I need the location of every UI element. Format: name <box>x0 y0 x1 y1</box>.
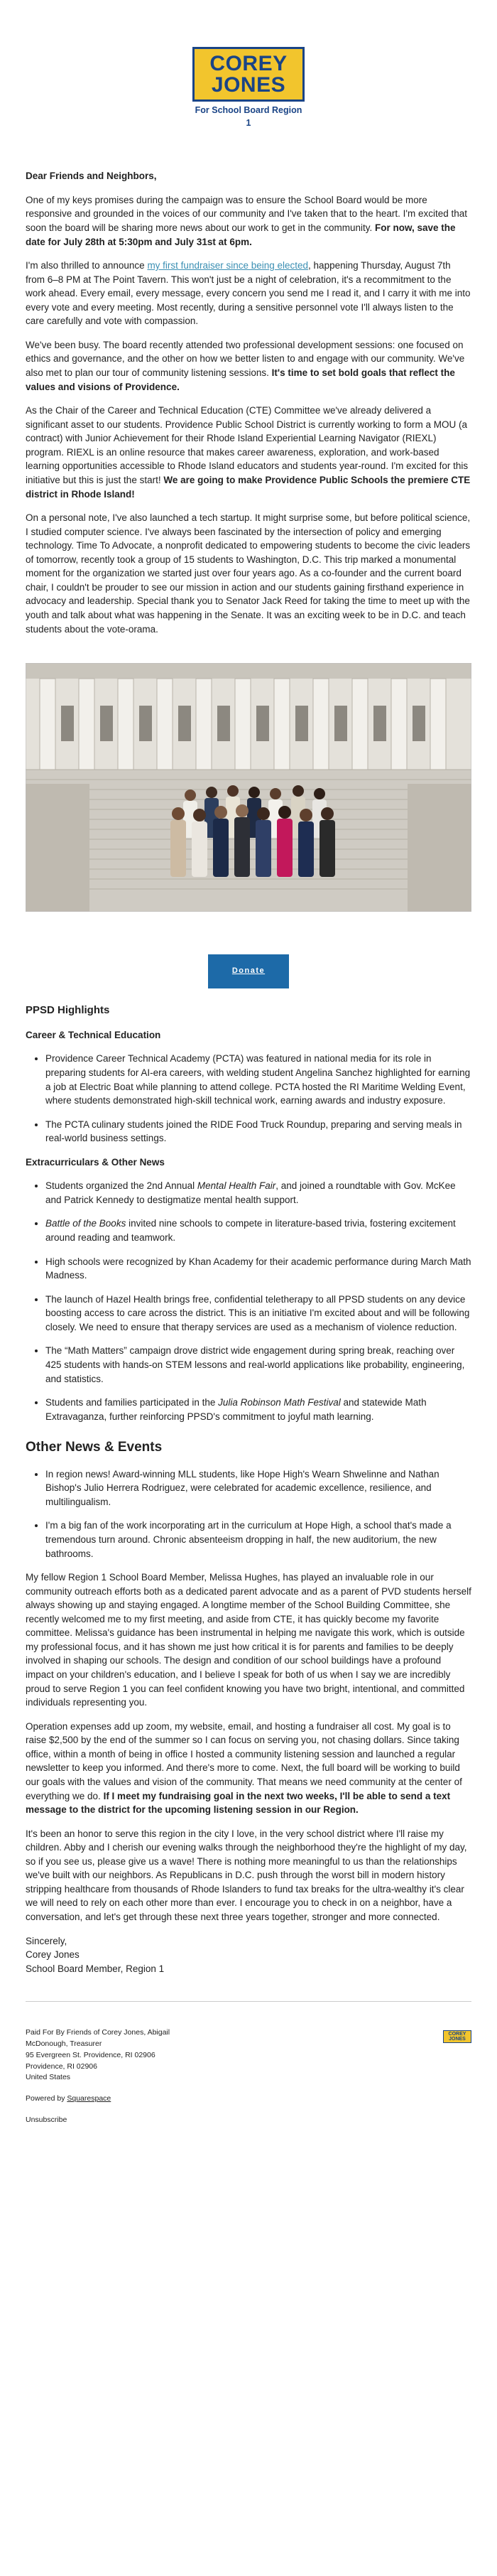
list-item <box>45 1396 471 1423</box>
item-italic: Julia Robinson Math Festival <box>218 1397 341 1408</box>
paragraph-board-update <box>26 338 471 394</box>
paragraph-save-the-date <box>26 193 471 249</box>
logo-subtitle: For School Board Region 1 <box>195 105 302 129</box>
list-item: • The PCTA culinary students joined the RIDE Food Truck Roundup, preparing and serving meals in real-world business settings. <box>45 1118 471 1146</box>
extracurriculars-list <box>45 1179 471 1423</box>
paragraph-text: One of my keys promises during the campaign was to ensure the School Board would be more responsive and grounded in the voices of our community and I've taken that to the heart. I'm excited that soon the board will be sharing more news about our work to get in the community. <box>26 194 468 233</box>
greeting: Dear Friends and Neighbors, <box>26 171 157 182</box>
footer-unsubscribe <box>26 2115 471 2126</box>
list-item: • Providence Career Technical Academy (PCTA) was featured in national media for its role in preparing students for AI-era careers, with welding student Angelina Sanchez highlighted for earning a job at Electric Boat while planning to attend college. PCTA hosted the RI Maritime Welding Event, where students demonstrated high-skill technical work, earning awards and industry exposure. <box>45 1052 471 1107</box>
paragraph-personal: On a personal note, I've also launched a tech startup. It might surprise some, but before political science, I studied computer science. I've always been fascinated by the intersection of policy and emerging technology. Time To Advocate, a nonprofit dedicated to empowering students to become the civic leaders of tomorrow, recently took a group of 15 students to Washington, D.C. This trip marked a monumental moment for the organization we started just over four years ago. As a co-founder and the current board chair, I couldn't be prouder to see our mission in action and our students gaining firsthand experience in advocacy and leadership. Special thank you to Senator Jack Reed for taking the time to meet up with the youth and talk about what was happening in the Senate. It was an exciting week to be in D.C. and teach students about the vote-orama. <box>26 512 471 635</box>
footer-logo-line: JONES <box>449 2037 466 2042</box>
extracurriculars-title: Extracurriculars & Other News <box>26 1156 165 1168</box>
footer-logo <box>443 2030 471 2043</box>
item-text: invited nine schools to compete in literature-based trivia, fostering excitement around reading and teamwork. <box>45 1218 456 1243</box>
item-italic: Battle of the Books <box>45 1218 126 1229</box>
email-footer <box>26 2001 471 2125</box>
signer-title: School Board Member, Region 1 <box>26 1963 165 1974</box>
item-text: Students organized the 2nd Annual <box>45 1180 197 1192</box>
highlights-title: PPSD Highlights <box>26 1004 110 1017</box>
campaign-logo <box>192 47 305 129</box>
powered-prefix: Powered by <box>26 2094 67 2103</box>
footer-logo-line: COREY <box>448 2032 466 2037</box>
paragraph-text: I'm also thrilled to announce <box>26 260 148 271</box>
paragraph-cte <box>26 404 471 501</box>
logo-last-name: JONES <box>211 73 286 97</box>
list-item: • In region news! Award-winning MLL students, like Hope High's Wearn Shwelinne and Nathan Bishop's Julio Herrera Rodriguez, were celebrated for academic excellence, resilience, and multilingualism. <box>45 1467 471 1509</box>
signer-name: Corey Jones <box>26 1949 80 1961</box>
paragraph-text: Operation expenses add up zoom, my website, email, and hosting a fundraiser all cost. My goal is to raise $2,500 by the end of the summer so I can focus on serving you, not chasing dollars. Since taking office, within a month of being in office I hosted a community listening session and launched a regular newsletter to keep you informed. And there's more to come. Next, the full board will be working to build our goals with the values and vision of the community. That means we need community at the center of everything we do. <box>26 1720 462 1801</box>
list-item: • I'm a big fan of the work incorporating art in the curriculum at Hope High, a school that's made a tremendous turn around. Chronic absenteeism dropping in half, the new auditorium, the new bathrooms. <box>45 1519 471 1561</box>
paragraph-fundraising-goal <box>26 1720 471 1817</box>
list-item <box>45 1217 471 1244</box>
logo-box <box>192 47 305 102</box>
paragraph-bold: We are going to make Providence Public Schools the premiere CTE district in Rhode Island! <box>26 474 471 500</box>
footer-powered-by <box>26 2093 471 2105</box>
paragraph-bold: It's time to set bold goals that reflect the values and visions of Providence. <box>26 367 455 392</box>
list-item: • The “Math Matters” campaign drove district wide engagement during spring break, reaching over 425 students with hands-on STEM lessons and real-world applications like probability, engineering, and statistics. <box>45 1344 471 1386</box>
item-text: , and joined a roundtable with Gov. McKee and Patrick Kennedy to destigmatize mental health support. <box>45 1180 456 1205</box>
email-content <box>26 0 471 1976</box>
unsubscribe-link[interactable]: Unsubscribe <box>26 2115 67 2124</box>
signoff: Sincerely, <box>26 1935 67 1946</box>
footer-address: 95 Evergreen St. Providence, RI 02906 <box>26 2050 155 2059</box>
paragraph-closing: It's been an honor to serve this region in the city I love, in the very school district where I'll raise my children. Abby and I cherish our evening walks through the neighborhood they're the highlight of my day, so if you see us, please give us a wave! There is nothing more meaningful to us than the relationships we've built with our neighbors. As Republicans in D.C. push through the worst bill in modern history stripping healthcare from thousands of Rhode Islanders to fund tax breaks for the ultra-wealthy it's clear we will need to rely on each other more than ever. I encourage you to check in on a neighbor, have a conversation, and let's get through these next three years together, stronger and more connected. <box>26 1828 467 1923</box>
list-item <box>45 1179 471 1207</box>
list-item: • High schools were recognized by Khan Academy for their academic performance during March Math Madness. <box>45 1255 471 1283</box>
paragraph-melissa-hughes: My fellow Region 1 School Board Member, Melissa Hughes, has played an invaluable role in our community outreach efforts both as a dedicated parent advocate and as a parent of PVD students herself always showing up and staying engaged. A longtime member of the School Building Committee, she recently welcomed me to my first meeting, and aside from CTE, it has quickly become my favorite committee. Melissa's guidance has been instrumental in helping me navigate this work, which is outside my professional focus, and it has shown me just how critical it is for parents and families to be deeply involved in shaping our schools. The design and condition of our school buildings have a profound impact on your children's education, and I believe I speak for both of us when I say we are incredibly proud to serve Region 1 you can feel confident knowing you have two bright, intentional, and committed individuals representing you. <box>26 1572 471 1708</box>
footer-paid-by: Paid For By Friends of Corey Jones, Abigail McDonough, Treasurer <box>26 2028 170 2049</box>
item-italic: Mental Health Fair <box>197 1180 276 1192</box>
paragraph-bold: For now, save the date for July 28th at 5:30pm and July 31st at 6pm. <box>26 222 456 247</box>
footer-city: Providence, RI 02906 <box>26 2062 97 2071</box>
students-capitol-photo <box>26 663 471 912</box>
item-text: Students and families participated in the <box>45 1397 219 1408</box>
logo-first-name: COREY <box>209 52 288 75</box>
cte-section-title: Career & Technical Education <box>26 1029 161 1040</box>
list-item: • The launch of Hazel Health brings free, confidential teletherapy to all PPSD students on any device boosting access to care across the district. This is an initiative I'm excited about and will be following closely. We need to ensure that therapy services are used as a mechanism of violence reduction. <box>45 1293 471 1335</box>
other-news-title: Other News & Events <box>26 1440 163 1455</box>
cte-list <box>45 1052 471 1145</box>
donate-section <box>26 954 471 988</box>
other-news-list <box>45 1467 471 1561</box>
photo-illustration <box>26 663 471 912</box>
paragraph-text: As the Chair of the Career and Technical Education (CTE) Committee we've already delivered a significant asset to our students. Providence Public School District is currently working to form a MOU (a contract) with Junior Achievement for their Rhode Island Experiential Learning Navigator (RIEXL) program. RIEXL is an online resource that makes career awareness, exploration, and work-based learning opportunities accessible to Rhode Island educators and students year-round. I'm excited for this initiative but this is just the start! <box>26 405 469 485</box>
paragraph-fundraiser <box>26 259 471 328</box>
paragraph-text: We've been busy. The board recently attended two professional development sessions: one focused on ethics and governance, and the other on how we better listen to and engage with our community. We've also met to plan our tour of community listening sessions. <box>26 339 465 378</box>
footer-country: United States <box>26 2073 71 2082</box>
squarespace-link[interactable]: Squarespace <box>67 2094 111 2103</box>
signature <box>26 1934 471 1976</box>
fundraiser-link[interactable]: my first fundraiser since being elected <box>147 260 309 271</box>
paragraph-text: , happening Thursday, August 7th from 6–8 PM at The Point Tavern. This won't just be a night of celebration, it's a recommitment to the work ahead. Every email, every message, every concern you send me I read it, and I carry it with me into every vote and every meeting. Most recently, during a sensitive personnel vote I'll always listen to the care carefully and vote with compassion. <box>26 260 471 327</box>
donate-button[interactable]: Donate <box>208 954 289 988</box>
item-text: and statewide Math Extravaganza, further reinforcing PPSD's commitment to joyful math learning. <box>45 1397 427 1422</box>
paragraph-bold: If I meet my fundraising goal in the next two weeks, I'll be able to send a text message to the district for the upcoming listening session in our Region. <box>26 1790 451 1816</box>
